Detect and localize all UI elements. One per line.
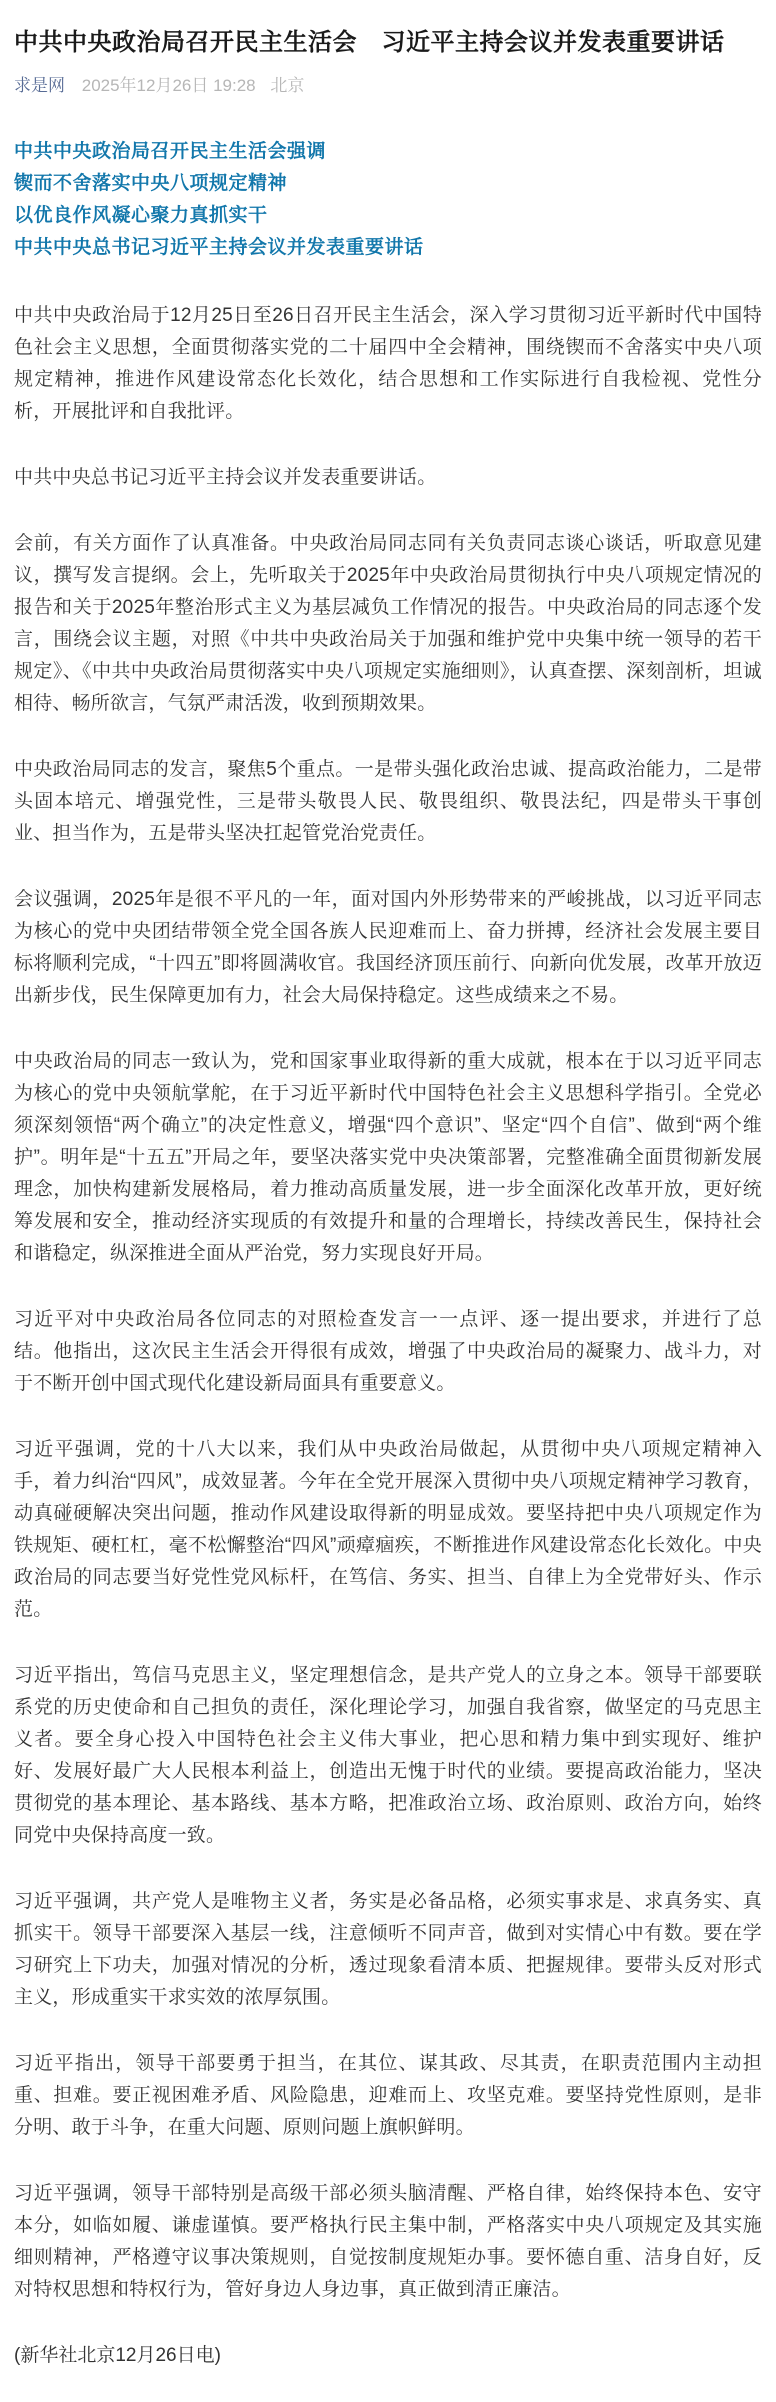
article-paragraph: 习近平对中央政治局各位同志的对照检查发言一一点评、逐一提出要求，并进行了总结。他指出，这次民主生活会开得很有成效，增强了中央政治局的凝聚力、战斗力，对于不断开创中国式现代化建设新局面具有重要意义。 — [14, 1309, 762, 1394]
article-paragraph: 中央政治局同志的发言，聚焦5个重点。一是带头强化政治忠诚、提高政治能力，二是带头固本培元、增强党性，三是带头敬畏人民、敬畏组织、敬畏法纪，四是带头干事创业、担当作为，五是带头坚决扛起管党治党责任。 — [14, 759, 762, 844]
publish-location: 北京 — [270, 76, 305, 95]
article-paragraph: 会议强调，2025年是很不平凡的一年，面对国内外形势带来的严峻挑战，以习近平同志为核心的党中央团结带领全党全国各族人民迎难而上、奋力拼搏，经济社会发展主要目标将顺利完成，“十四五”即将圆满收官。我国经济顶压前行、向新向优发展，改革开放迈出新步伐，民生保障更加有力，社会大局保持稳定。这些成绩来之不易。 — [14, 889, 762, 1006]
abstract-line: 锲而不舍落实中央八项规定精神 — [14, 173, 288, 194]
abstract-line: 中共中央总书记习近平主持会议并发表重要讲话 — [14, 237, 424, 258]
article-title: 中共中央政治局召开民主生活会 习近平主持会议并发表重要讲话 — [14, 29, 725, 56]
article-paragraph: 中共中央政治局于12月25日至26日召开民主生活会，深入学习贯彻习近平新时代中国特色社会主义思想，全面贯彻落实党的二十届四中全会精神，围绕锲而不舍落实中央八项规定精神，推进作风建设常态化长效化，结合思想和工作实际进行自我检视、党性分析，开展批评和自我批评。 — [14, 305, 762, 422]
article-paragraph: 习近平指出，笃信马克思主义，坚定理想信念，是共产党人的立身之本。领导干部要联系党的历史使命和自己担负的责任，深化理论学习，加强自我省察，做坚定的马克思主义者。要全身心投入中国特色社会主义伟大事业，把心思和精力集中到实现好、维护好、发展好最广大人民根本利益上，创造出无愧于时代的业绩。要提高政治能力，坚决贯彻党的基本理论、基本路线、基本方略，把准政治立场、政治原则、政治方向，始终同党中央保持高度一致。 — [14, 1665, 762, 1846]
article-paragraph: 习近平强调，共产党人是唯物主义者，务实是必备品格，必须实事求是、求真务实、真抓实干。领导干部要深入基层一线，注意倾听不同声音，做到对实情心中有数。要在学习研究上下功夫，加强对情况的分析，透过现象看清本质、把握规律。要带头反对形式主义，形成重实干求实效的浓厚氛围。 — [14, 1891, 762, 2008]
article-paragraph: 中共中央总书记习近平主持会议并发表重要讲话。 — [14, 467, 437, 488]
article-body — [14, 300, 762, 2372]
article-paragraph: 习近平强调，党的十八大以来，我们从中央政治局做起，从贯彻中央八项规定精神入手，着力纠治“四风”，成效显著。今年在全党开展深入贯彻中央八项规定精神学习教育，动真碰硬解决突出问题，推动作风建设取得新的明显成效。要坚持把中央八项规定作为铁规矩、硬杠杠，毫不松懈整治“四风”顽瘴痼疾，不断推进作风建设常态化长效化。中央政治局的同志要当好党性党风标杆，在笃信、务实、担当、自律上为全党带好头、作示范。 — [14, 1439, 762, 1620]
article-paragraph: 会前，有关方面作了认真准备。中央政治局同志同有关负责同志谈心谈话，听取意见建议，撰写发言提纲。会上，先听取关于2025年中央政治局贯彻执行中央八项规定情况的报告和关于2025年整治形式主义为基层减负工作情况的报告。中央政治局的同志逐个发言，围绕会议主题，对照《中共中央政治局关于加强和维护党中央集中统一领导的若干规定》、《中共中央政治局贯彻落实中央八项规定实施细则》，认真查摆、深刻剖析，坦诚相待、畅所欲言，气氛严肃活泼，收到预期效果。 — [14, 533, 762, 714]
source-link[interactable]: 求是网 — [14, 76, 65, 95]
article-meta — [14, 74, 762, 98]
publish-datetime: 2025年12月26日 19:28 — [81, 76, 256, 95]
article-abstract — [14, 136, 762, 264]
signoff: (新华社北京12月26日电) — [14, 2345, 221, 2366]
article-paragraph: 习近平指出，领导干部要勇于担当，在其位、谋其政、尽其责，在职责范围内主动担重、担难。要正视困难矛盾、风险隐患，迎难而上、攻坚克难。要坚持党性原则，是非分明、敢于斗争，在重大问题、原则问题上旗帜鲜明。 — [14, 2053, 762, 2138]
article-paragraph: 习近平强调，领导干部特别是高级干部必须头脑清醒、严格自律，始终保持本色、安守本分，如临如履、谦虚谨慎。要严格执行民主集中制，严格落实中央八项规定及其实施细则精神，严格遵守议事决策规则，自觉按制度规矩办事。要怀德自重、洁身自好，反对特权思想和特权行为，管好身边人身边事，真正做到清正廉洁。 — [14, 2183, 762, 2300]
abstract-line: 以优良作风凝心聚力真抓实干 — [14, 205, 268, 226]
article-paragraph: 中央政治局的同志一致认为，党和国家事业取得新的重大成就，根本在于以习近平同志为核心的党中央领航掌舵，在于习近平新时代中国特色社会主义思想科学指引。全党必须深刻领悟“两个确立”的决定性意义，增强“四个意识”、坚定“四个自信”、做到“两个维护”。明年是“十五五”开局之年，要坚决落实党中央决策部署，完整准确全面贯彻新发展理念，加快构建新发展格局，着力推动高质量发展，进一步全面深化改革开放，更好统筹发展和安全，推动经济实现质的有效提升和量的合理增长，持续改善民生，保持社会和谐稳定，纵深推进全面从严治党，努力实现良好开局。 — [14, 1051, 762, 1264]
abstract-line: 中共中央政治局召开民主生活会强调 — [14, 141, 327, 162]
